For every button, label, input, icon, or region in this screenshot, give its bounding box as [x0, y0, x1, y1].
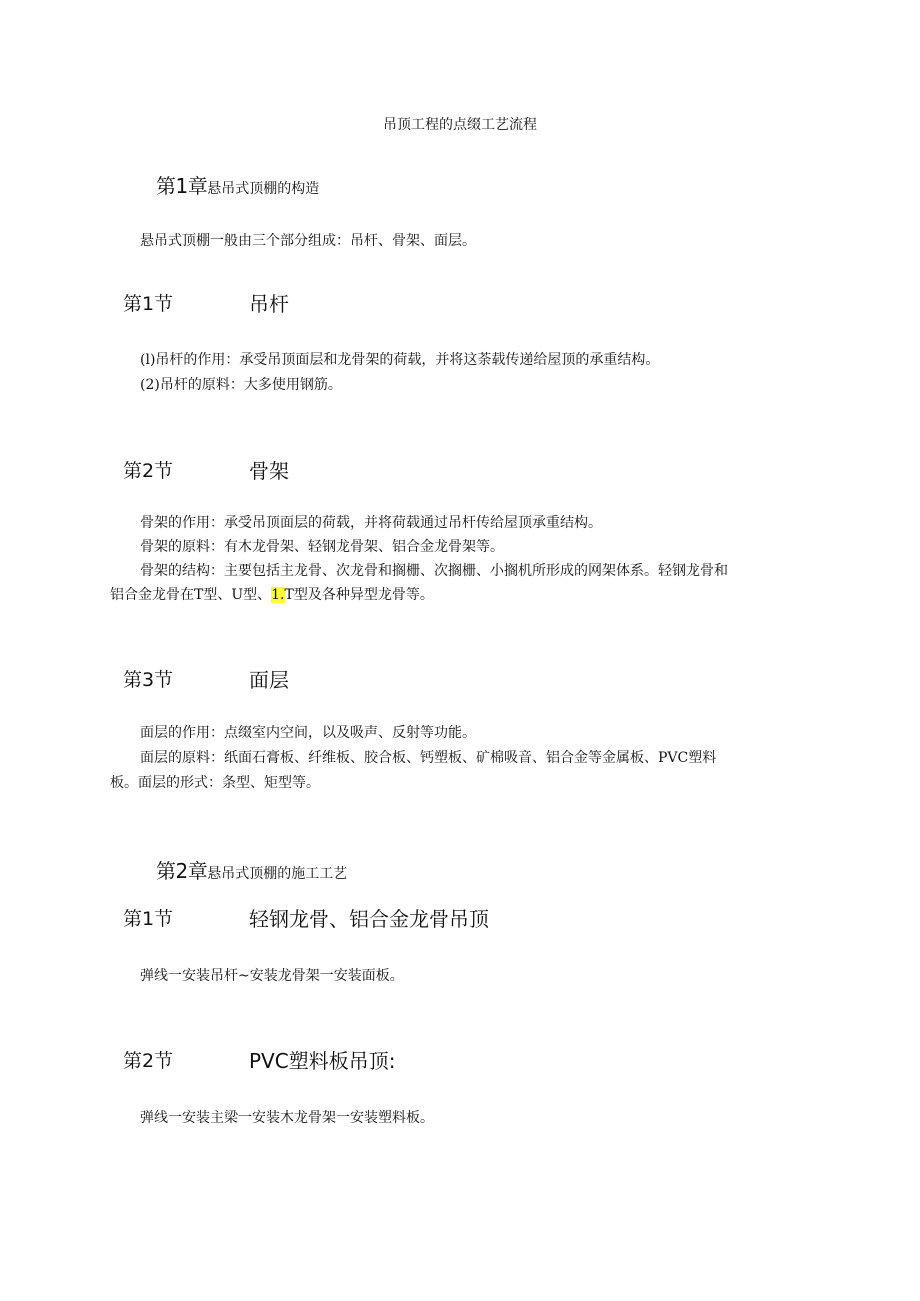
section-1-title: 吊杆	[249, 292, 289, 316]
section-2-line-1: 骨架的作用：承受吊顶面层的荷载，并将荷载通过吊杆传给屋顶承重结构。	[140, 515, 602, 531]
section-3-line-3: 板。面层的形式：条型、矩型等。	[110, 775, 320, 791]
chapter-2-number: 第2章	[156, 859, 208, 883]
ch2-section-2-text: 弹线一安装主梁一安装木龙骨架一安装塑料板。	[140, 1110, 434, 1126]
section-2-line-4	[110, 583, 434, 607]
ch2-section-2-number: 第2节	[123, 1050, 174, 1072]
section-2-wrap-after: T型及各种异型龙骨等。	[284, 587, 434, 603]
section-3-line-2: 面层的原料：纸面石膏板、纤维板、胶合板、钙塑板、矿棉吸音、铝合金等金属板、PVC塑料	[140, 750, 717, 766]
section-2-wrap-before: 铝合金龙骨在T型、U型、	[110, 587, 272, 603]
chapter-1-heading	[156, 170, 319, 199]
chapter-1-title: 悬吊式顶棚的构造	[207, 181, 320, 197]
ch2-section-1-text: 弹线一安装吊杆~安装龙骨架一安装面板。	[140, 968, 404, 984]
chapter-2-heading	[156, 855, 347, 884]
ch2-section-1-title: 轻钢龙骨、铝合金龙骨吊顶	[249, 907, 489, 931]
chapter-2-title: 悬吊式顶棚的施工工艺	[207, 866, 348, 882]
section-3-number: 第3节	[123, 669, 174, 691]
section-1-line-1: (l)吊杆的作用：承受吊顶面层和龙骨架的荷载，并将这荼载传递给屋顶的承重结构。	[140, 352, 660, 368]
section-2-line-3: 骨架的结构：主要包括主龙骨、次龙骨和搁栅、次搁栅、小搁机所形成的网架体系。轻钢龙骨和	[140, 563, 728, 579]
document-title: 吊顶工程的点缀工艺流程	[383, 117, 537, 133]
section-2-number: 第2节	[123, 460, 174, 482]
section-2-line-2: 骨架的原料：有木龙骨架、轻钢龙骨架、铝合金龙骨架等。	[140, 539, 504, 555]
chapter-1-intro: 悬吊式顶棚一般由三个部分组成：吊杆、骨架、面层。	[140, 233, 476, 249]
section-2-title: 骨架	[249, 459, 289, 483]
ch2-section-2-title: PVC塑料板吊顶:	[249, 1049, 396, 1073]
highlighted-text: 1.	[271, 587, 285, 603]
ch2-section-1-number: 第1节	[123, 908, 174, 930]
section-3-title: 面层	[249, 668, 289, 692]
section-3-line-1: 面层的作用：点缀室内空间，以及吸声、反射等功能。	[140, 725, 476, 741]
chapter-1-number: 第1章	[156, 174, 208, 198]
section-1-line-2: (2)吊杆的原料：大多使用钢筋。	[140, 377, 342, 393]
section-1-number: 第1节	[123, 293, 174, 315]
